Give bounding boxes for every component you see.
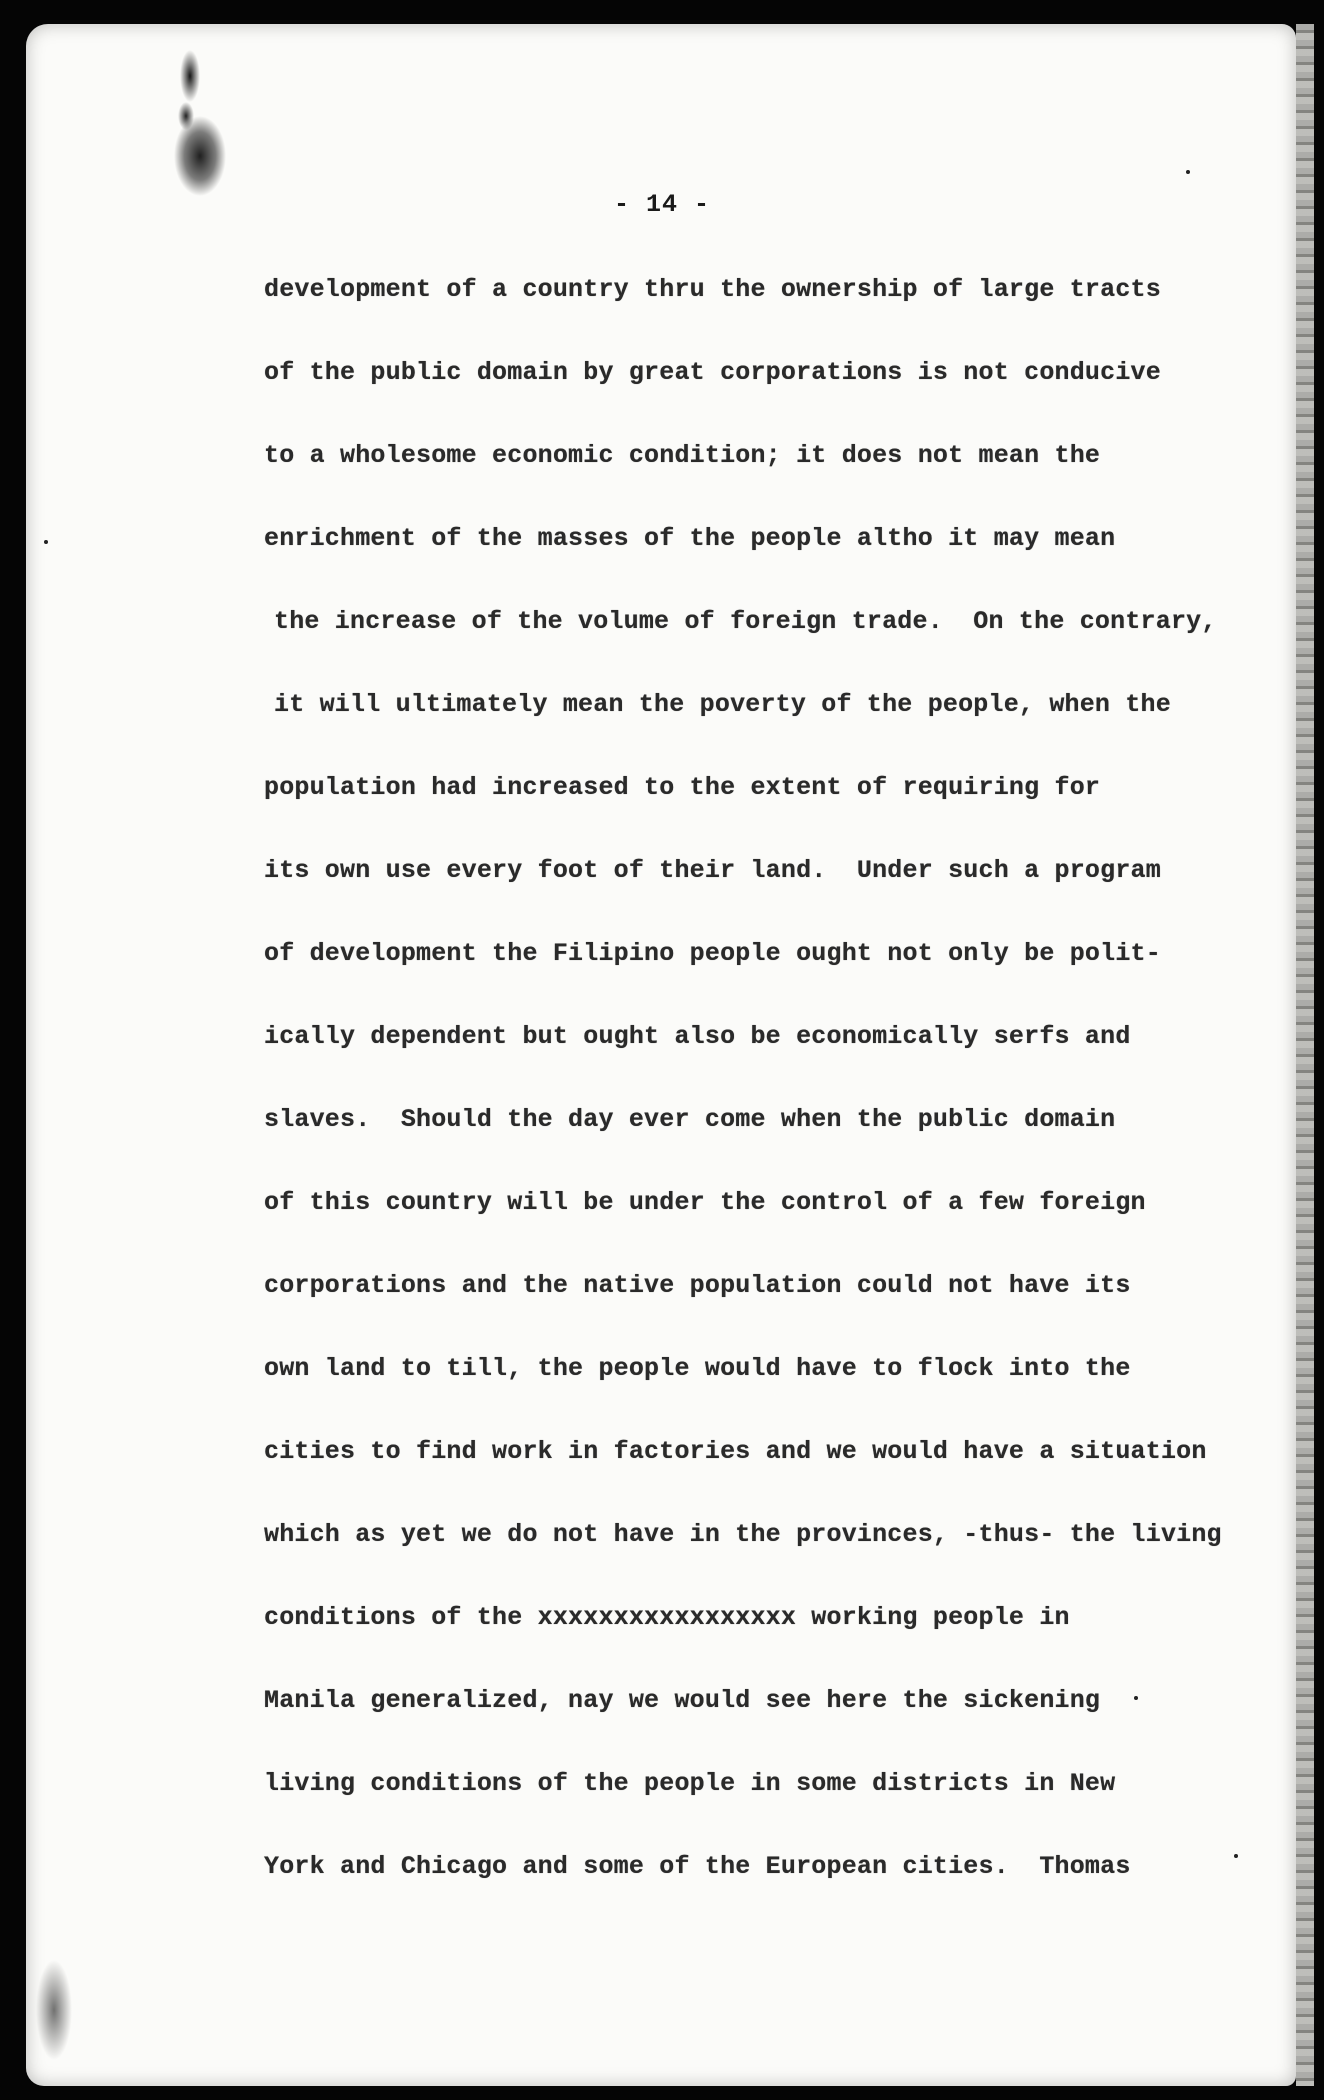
text-line: to a wholesome economic condition; it does not mean the <box>264 441 1101 470</box>
text-line: of development the Filipino people ought not only be polit- <box>264 939 1161 968</box>
text-line: enrichment of the masses of the people altho it may mean <box>264 524 1116 553</box>
text-line: York and Chicago and some of the European cities. Thomas <box>264 1852 1131 1881</box>
text-line: own land to till, the people would have to flock into the <box>264 1354 1131 1383</box>
text-line: ically dependent but ought also be economically serfs and <box>264 1022 1131 1051</box>
text-line: of the public domain by great corporations is not conducive <box>264 358 1161 387</box>
text-line: Manila generalized, nay we would see here the sickening <box>264 1686 1101 1715</box>
text-line: of this country will be under the control of a few foreign <box>264 1188 1146 1217</box>
text-line: living conditions of the people in some districts in New <box>264 1769 1116 1798</box>
smudge <box>36 1955 82 2065</box>
page-edge <box>1296 24 1314 2086</box>
body-text <box>264 268 1264 1928</box>
text-line: the increase of the volume of foreign trade. On the contrary, <box>274 607 1217 636</box>
speck <box>1186 170 1190 174</box>
text-line: it will ultimately mean the poverty of the people, when the <box>274 690 1171 719</box>
speck <box>44 540 48 544</box>
text-line: population had increased to the extent of requiring for <box>264 773 1101 802</box>
ink-blot <box>160 46 238 196</box>
text-line: slaves. Should the day ever come when the public domain <box>264 1105 1116 1134</box>
text-line: development of a country thru the ownership of large tracts <box>264 275 1161 304</box>
text-line: its own use every foot of their land. Under such a program <box>264 856 1161 885</box>
text-line: which as yet we do not have in the provinces, -thus- the living <box>264 1520 1222 1549</box>
text-line: corporations and the native population could not have its <box>264 1271 1131 1300</box>
page-number: - 14 - <box>613 190 710 219</box>
text-line: cities to find work in factories and we would have a situation <box>264 1437 1207 1466</box>
text-line: conditions of the xxxxxxxxxxxxxxxxx working people in <box>264 1603 1070 1632</box>
